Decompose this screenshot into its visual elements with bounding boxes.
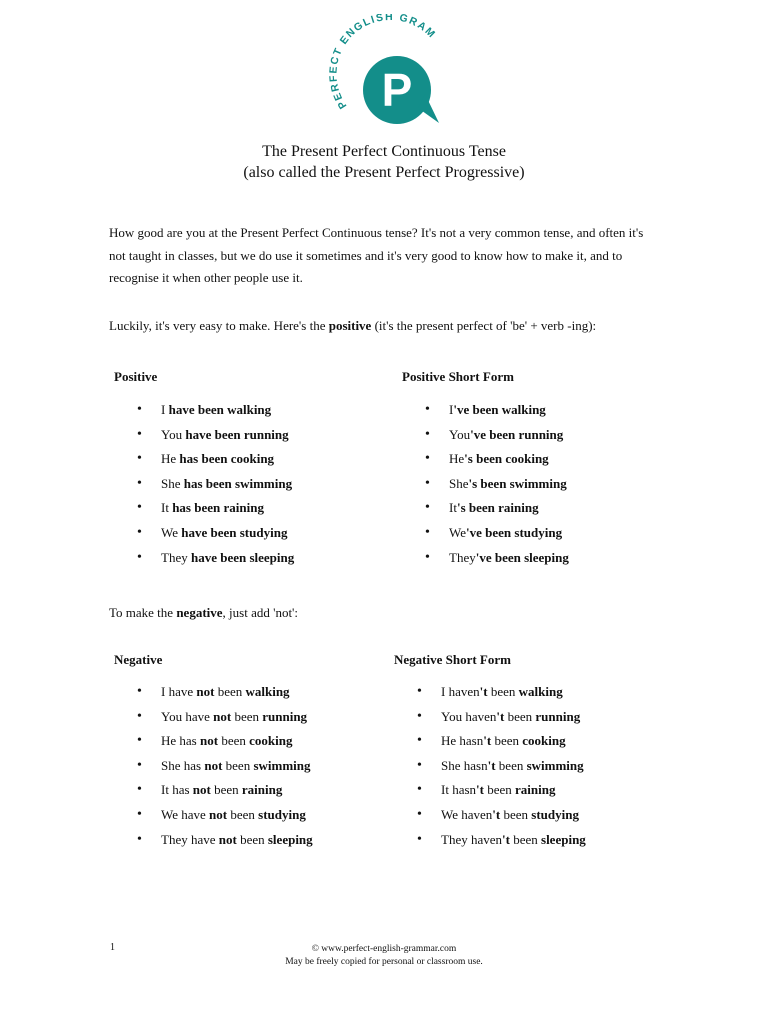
list-item <box>137 778 313 803</box>
positive-intro-text-after: (it's the present perfect of 'be' + verb -ing): <box>371 318 597 333</box>
plain-text: It has <box>161 782 193 798</box>
plain-text: You haven <box>441 708 497 724</box>
footer-copyright-link[interactable]: © www.perfect-english-grammar.com <box>311 944 457 954</box>
bold-text: 't <box>492 806 501 822</box>
list-item <box>137 423 294 448</box>
bold-text: swimming <box>253 757 311 773</box>
footer-notice: May be freely copied for personal or classroom use. <box>285 957 483 967</box>
bold-text: not <box>213 708 232 724</box>
bold-text: has been cooking <box>179 451 275 467</box>
intro-paragraph: How good are you at the Present Perfect Continuous tense? It's not a very common tense, and often it's not taught in classes, but we do use it sometimes and it's very good to know how to make it, and to recognise it when other people use it. <box>109 225 644 285</box>
bold-text: not <box>196 684 215 699</box>
plain-text: You <box>161 426 186 442</box>
positive-intro-bold: positive <box>328 318 372 333</box>
plain-text: I <box>161 402 169 417</box>
positive-short-form-list <box>425 398 569 570</box>
plain-text: I have <box>161 684 197 699</box>
bold-text: has been swimming <box>183 475 293 491</box>
bold-text: raining <box>241 782 283 798</box>
bold-text: have been running <box>185 426 289 442</box>
bold-text: sleeping <box>541 831 586 847</box>
negative-intro-text: To make the <box>109 605 177 620</box>
plain-text: I haven <box>441 684 480 699</box>
negative-heading: Negative <box>114 652 163 667</box>
list-item <box>417 778 586 803</box>
positive-short-form-heading: Positive Short Form <box>402 369 514 384</box>
bold-text: not <box>200 733 219 749</box>
list-item <box>425 447 569 472</box>
plain-text: We <box>161 524 182 540</box>
list-item <box>137 546 294 571</box>
plain-text: It <box>449 500 457 516</box>
negative-list <box>137 680 313 852</box>
bold-text: cooking <box>522 733 566 749</box>
perfect-english-grammar-logo <box>322 14 446 132</box>
list-item <box>425 496 569 521</box>
plain-text: been <box>504 708 536 724</box>
plain-text: been <box>210 782 242 798</box>
list-item <box>137 705 313 730</box>
plain-text: You have <box>161 708 214 724</box>
positive-list <box>137 398 294 570</box>
bold-text: cooking <box>249 733 293 749</box>
list-item <box>137 472 294 497</box>
logo-letter: P <box>381 64 413 116</box>
list-item <box>425 521 569 546</box>
bold-text: 've been studying <box>466 524 563 540</box>
plain-text: been <box>500 806 532 822</box>
bold-text: 've been running <box>470 426 564 442</box>
page-title: The Present Perfect Continuous Tense <box>262 143 506 160</box>
negative-intro-text-after: , just add 'not': <box>222 605 299 620</box>
plain-text: been <box>236 831 268 847</box>
bold-text: 't <box>479 684 488 699</box>
plain-text: I <box>449 402 454 417</box>
plain-text: been <box>231 708 263 724</box>
list-item <box>425 472 569 497</box>
bold-text: not <box>218 831 237 847</box>
list-item <box>137 803 313 828</box>
bold-text: has been raining <box>172 500 264 516</box>
plain-text: They <box>161 549 191 565</box>
bold-text: 's been swimming <box>468 475 567 491</box>
plain-text: We have <box>161 806 210 822</box>
plain-text: He <box>449 451 465 467</box>
plain-text: You <box>449 426 471 442</box>
bold-text: 't <box>502 831 510 847</box>
list-item <box>137 754 313 779</box>
plain-text: It hasn <box>441 782 477 798</box>
bold-text: studying <box>258 806 306 822</box>
positive-heading: Positive <box>114 369 158 384</box>
positive-intro-text: Luckily, it's very easy to make. Here's the <box>109 318 329 333</box>
bold-text: have been walking <box>168 402 272 417</box>
negative-intro-bold: negative <box>176 605 223 620</box>
positive-intro-paragraph <box>109 315 649 338</box>
plain-text: She hasn <box>441 757 488 773</box>
bold-text: swimming <box>526 757 584 773</box>
bold-text: 's been raining <box>456 500 539 516</box>
plain-text: We <box>449 524 466 540</box>
list-item <box>417 803 586 828</box>
plain-text: been <box>491 733 523 749</box>
list-item <box>425 546 569 571</box>
logo-brand-text: PERFECT ENGLISH GRAM <box>327 14 439 111</box>
bold-text: not <box>204 757 223 773</box>
plain-text: been <box>495 757 527 773</box>
plain-text: We haven <box>441 806 493 822</box>
list-item <box>137 398 294 423</box>
bold-text: 've been walking <box>453 402 546 417</box>
bold-text: 't <box>496 708 505 724</box>
plain-text: been <box>483 782 516 798</box>
bold-text: 't <box>476 782 484 798</box>
list-item <box>417 828 586 853</box>
plain-text: been <box>509 831 542 847</box>
plain-text: They haven <box>441 831 503 847</box>
plain-text: He <box>161 451 180 467</box>
bold-text: walking <box>245 684 290 699</box>
bold-text: 've been sleeping <box>475 549 569 565</box>
bold-text: walking <box>518 684 563 699</box>
page-subtitle: (also called the Present Perfect Progressive) <box>243 164 525 181</box>
bold-text: 't <box>487 757 496 773</box>
bold-text: running <box>535 708 581 724</box>
list-item <box>137 521 294 546</box>
list-item <box>417 754 586 779</box>
negative-intro-paragraph <box>109 602 649 625</box>
plain-text: They have <box>161 831 219 847</box>
plain-text: He has <box>161 733 200 749</box>
negative-short-form-heading: Negative Short Form <box>394 652 511 667</box>
plain-text: It <box>161 500 173 516</box>
list-item <box>417 729 586 754</box>
plain-text: been <box>227 806 259 822</box>
list-item <box>417 680 586 705</box>
bold-text: have been studying <box>181 524 288 540</box>
negative-short-form-list <box>417 680 586 852</box>
plain-text: been <box>222 757 254 773</box>
bold-text: raining <box>515 782 556 798</box>
list-item <box>425 423 569 448</box>
logo-graphic <box>322 14 446 132</box>
list-item <box>137 729 313 754</box>
plain-text: She has <box>161 757 205 773</box>
plain-text: They <box>449 549 476 565</box>
plain-text: been <box>218 733 250 749</box>
list-item <box>137 680 313 705</box>
list-item <box>137 447 294 472</box>
bold-text: not <box>209 806 228 822</box>
bold-text: running <box>262 708 308 724</box>
bold-text: 't <box>483 733 492 749</box>
page-number: 1 <box>110 942 115 953</box>
bold-text: not <box>192 782 211 798</box>
list-item <box>417 705 586 730</box>
plain-text: been <box>214 684 246 699</box>
bold-text: studying <box>531 806 579 822</box>
list-item <box>425 398 569 423</box>
plain-text: He hasn <box>441 733 484 749</box>
list-item <box>137 496 294 521</box>
plain-text: She <box>161 475 184 491</box>
bold-text: sleeping <box>267 831 313 847</box>
plain-text: been <box>487 684 519 699</box>
bold-text: 's been cooking <box>464 451 549 467</box>
plain-text: She <box>449 475 469 491</box>
list-item <box>137 828 313 853</box>
bold-text: have been sleeping <box>190 549 295 565</box>
